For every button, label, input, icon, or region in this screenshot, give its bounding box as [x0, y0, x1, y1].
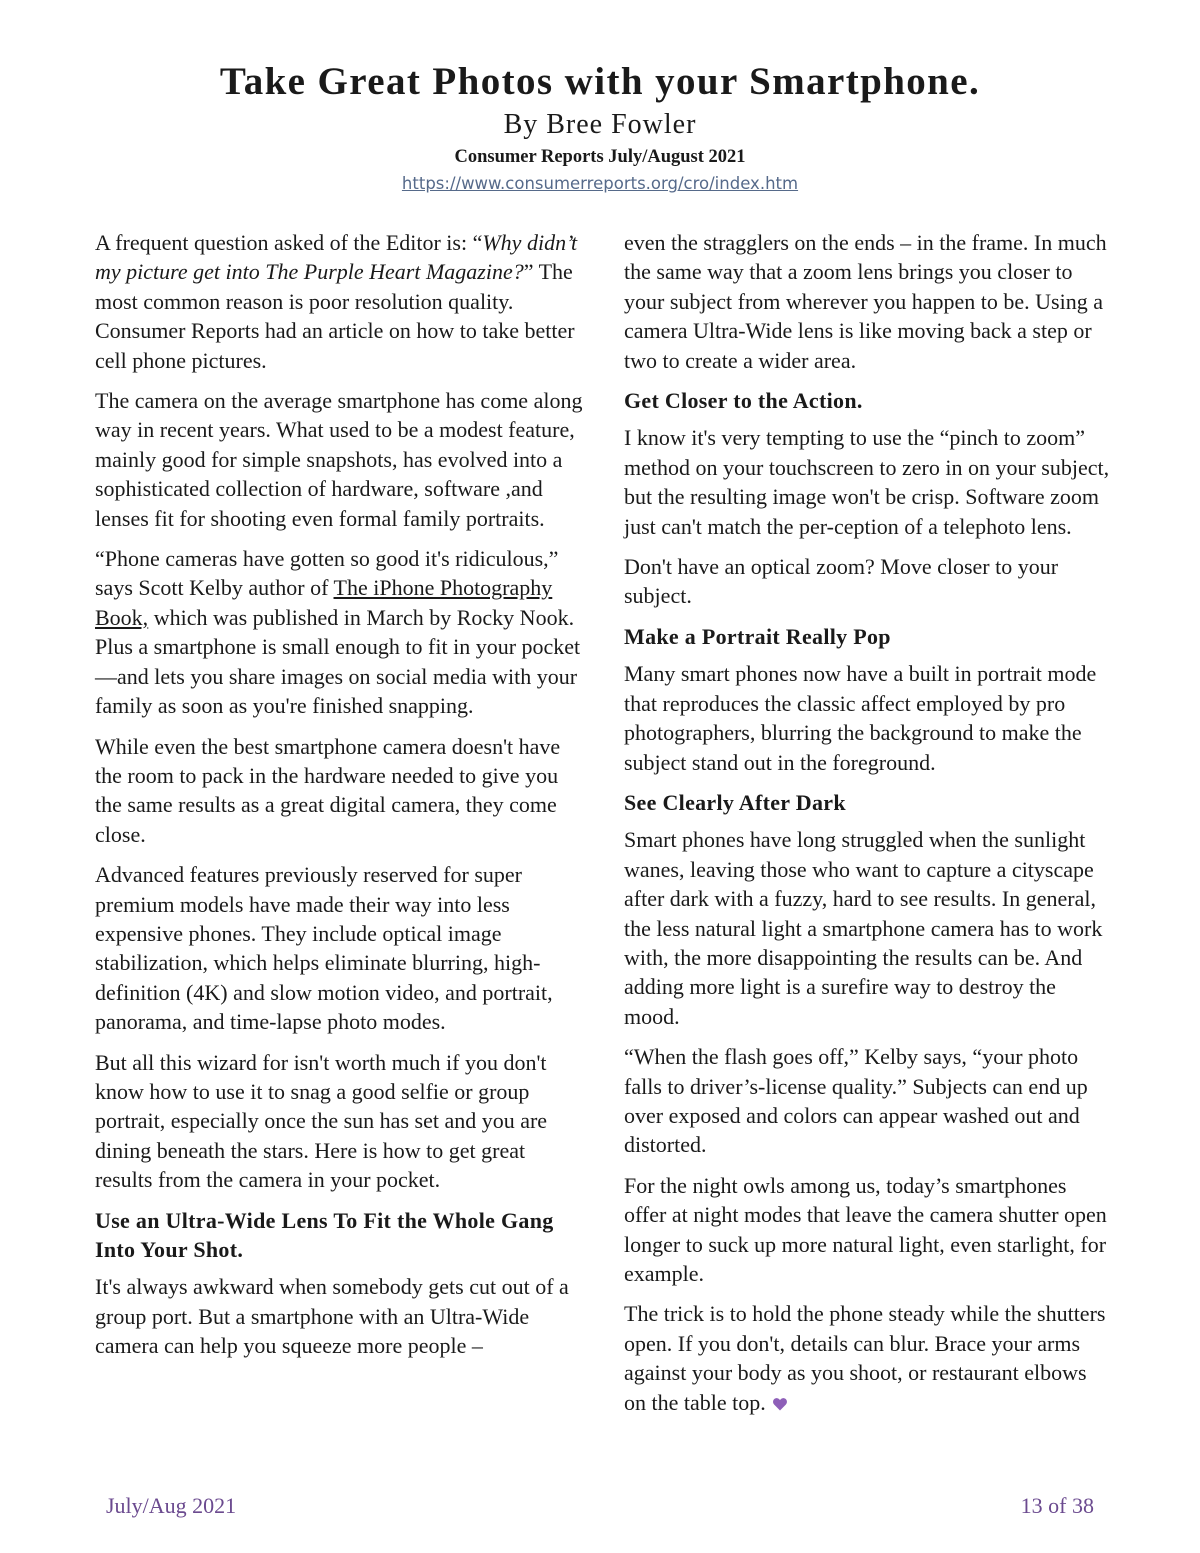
quote-text-a: “Phone cameras have gotten so good it's ridiculous,” says Scott Kelby author of [95, 546, 559, 601]
section-heading-closer: Get Closer to the Action. [624, 388, 863, 414]
paragraph: For the night owls among us, today’s smartphones offer at night modes that leave the camera shutter open longer to suck up more natural light, even starlight, for example. [624, 1172, 1107, 1286]
section-heading-portrait: Make a Portrait Really Pop [624, 623, 891, 649]
paragraph: even the stragglers on the ends – in the frame. In much the same way that a zoom lens brings you closer to your subject from wherever you happen to be. Using a camera Ultra-Wide lens is like moving back a step or two to create a wider area. [624, 230, 1107, 373]
paragraph-final [624, 1299, 1114, 1417]
article-title: Take Great Photos with your Smartphone. [219, 60, 981, 103]
paragraph: I know it's very tempting to use the “pinch to zoom” method on your touchscreen to zero in on your subject, but the resulting image won't be crisp. Software zoom just can't match the per-ception of a telephoto lens. [624, 425, 1110, 539]
quote-text-b: which was published in March by Rocky Nook. Plus a smartphone is small enough to fit in your pocket—and lets you share images on social media with your family as soon as you're finished snapping. [95, 604, 581, 719]
paragraph: Don't have an optical zoom? Move closer to your subject. [624, 554, 1059, 609]
purple-heart-icon [772, 1396, 788, 1412]
intro-question: Why didn’t my picture get into The Purple Heart Magazine? [95, 230, 578, 285]
section-heading-after-dark: See Clearly After Dark [624, 789, 846, 815]
book-title-link[interactable]: The iPhone Photography Book, [95, 575, 553, 630]
source-line: Consumer Reports July/August 2021 [454, 147, 746, 167]
intro-text-a: A frequent question asked of the Editor is: “ [95, 230, 483, 255]
paragraph-quote [95, 544, 585, 720]
paragraph-intro [95, 228, 585, 375]
left-column [95, 228, 585, 1372]
section-heading-ultra-wide: Use an Ultra-Wide Lens To Fit the Whole Gang Into Your Shot. [95, 1207, 554, 1262]
source-link[interactable]: https://www.consumerreports.org/cro/index.htm [401, 174, 799, 193]
paragraph: Smart phones have long struggled when the sunlight wanes, leaving those who want to capture a cityscape after dark with a fuzzy, hard to see results. In general, the less natural light a smartphone camera has to work with, the more disappointing the results can be. And adding more light is a surefire way to destroy the mood. [624, 827, 1103, 1029]
article-header [0, 56, 1200, 196]
byline: By Bree Fowler [503, 109, 697, 140]
paragraph: It's always awkward when somebody gets cut out of a group port. But a smartphone with an Ultra-Wide camera can help you squeeze more people – [95, 1274, 569, 1359]
final-text: The trick is to hold the phone steady while the shutters open. If you don't, details can blur. Brace your arms against your body as you shoot, or restaurant elbows on the table top. [624, 1301, 1106, 1415]
paragraph: While even the best smartphone camera doesn't have the room to pack in the hardware needed to give you the same results as a great digital camera, they come close. [95, 733, 561, 847]
footer-page-number: 13 of 38 [1020, 1493, 1094, 1518]
intro-text-b: ” The most common reason is poor resolution quality. Consumer Reports had an article on how to take better cell phone pictures. [95, 259, 575, 373]
footer-date: July/Aug 2021 [106, 1493, 237, 1518]
paragraph: But all this wizard for isn't worth much if you don't know how to use it to snag a good selfie or group portrait, especially once the sun has set and you are dining beneath the stars. Here is how to get great results from the camera in your pocket. [95, 1049, 548, 1193]
paragraph: Advanced features previously reserved for super premium models have made their way into less expensive phones. They include optical image stabilization, which helps eliminate blurring, high-definition (4K) and slow motion video, and portrait, panorama, and time-lapse photo modes. [95, 862, 553, 1035]
right-column [624, 228, 1114, 1428]
paragraph: Many smart phones now have a built in portrait mode that reproduces the classic affect employed by pro photographers, blurring the background to make the subject stand out in the foreground. [624, 661, 1097, 775]
paragraph: The camera on the average smartphone has come along way in recent years. What used to be a modest feature, mainly good for simple snapshots, has evolved into a sophisticated collection of hardware, software ,and lenses fit for shooting even formal family portraits. [95, 388, 583, 531]
paragraph: “When the flash goes off,” Kelby says, “your photo falls to driver’s-license quality.” Subjects can end up over exposed and colors can appear washed out and distorted. [624, 1044, 1088, 1158]
